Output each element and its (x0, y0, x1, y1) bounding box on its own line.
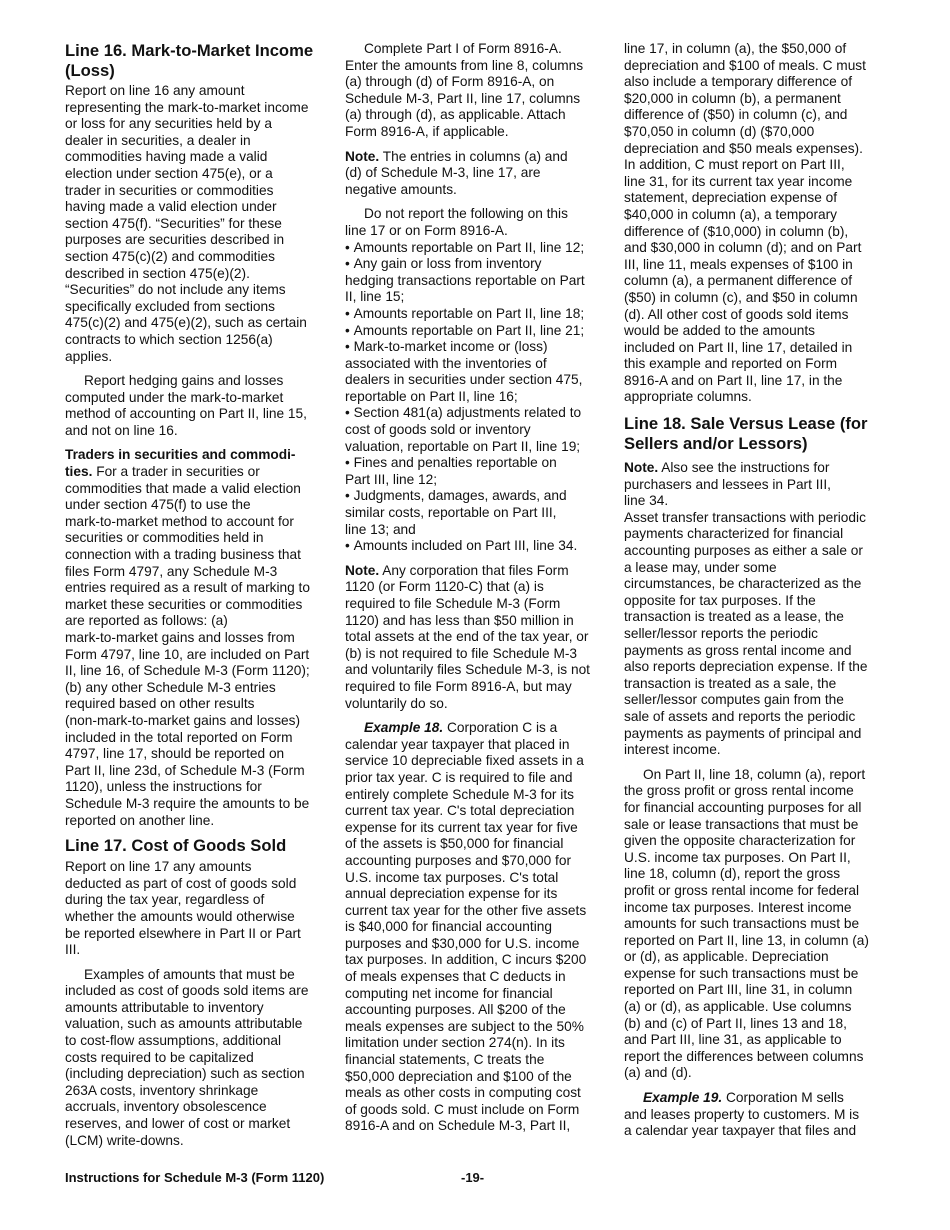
paragraph: Examples of amounts that must be included as cost of goods sold items are amounts attributable to inventory valuation, such as amounts attributable to cost-flow assumptions, additional costs required to be capitalized (including depreciation) such as section 263A costs, inventory shrinkage accruals, inventory obsolescence reserves, and lower of cost or market (LCM) write-downs. (65, 966, 309, 1148)
bullet-item: • Judgments, damages, awards, and similar costs, reportable on Part III, line 13; and (345, 488, 610, 538)
paragraph: Report on line 16 any amount representing the mark-to-market income or loss for any securities held by a dealer in securities, a dealer in commodities having made a valid election under section 475(e), or a trader in securities or commodities having made a valid election under section 475(f). “Securities” for these purposes are securities described in section 475(c)(2) and commodities described in section 475(e)(2). “Securities” do not include any items specifically excluded from sections 475(c)(2) and 475(e)(2), such as certain contracts to which section 1256(a) applies. (65, 83, 309, 364)
paragraph: Asset transfer transactions with periodic payments characterized for financial accounting purposes as either a sale or a lease may, under some circumstances, be characterized as the opposite for tax purposes. If the transaction is treated as a lease, the seller/lessor reports the periodic payments as gross rental income and also reports depreciation expense. If the transaction is treated as a sale, the seller/lessor computes gain from the sale of assets and reports the periodic payments as payments of principal and interest income. (624, 509, 868, 758)
bullet-item: • Amounts included on Part III, line 34. (345, 538, 610, 555)
bullet-item: • Amounts reportable on Part II, line 21; (345, 323, 610, 340)
paragraph: On Part II, line 18, column (a), report the gross profit or gross rental income for financial accounting purposes for all sale or lease transactions that must be given the opposite characterization for U.S. income tax purposes. On Part II, line 18, column (d), report the gross profit or gross rental income for federal income tax purposes. Interest income amounts for such transactions must be reported on Part II, line 13, in column (a) or (d), as applicable. Depreciation expense for such transactions must be reported on Part III, line 31, in column (a) or (d), as applicable. Use columns (b) and (c) of Part II, lines 13 and 18, and Part III, line 31, as applicable to report the differences between columns (a) and (d). (624, 766, 869, 1081)
bullet-item: • Section 481(a) adjustments related to cost of goods sold or inventory valuation, reportable on Part II, line 19; (345, 405, 610, 455)
column-3 (624, 41, 889, 1140)
bullet-item: • Any gain or loss from inventory hedging transactions reportable on Part II, line 15; (345, 256, 610, 306)
note: Note. Also see the instructions for purchasers and lessees in Part III, line 34. (624, 460, 831, 509)
paragraph: Report hedging gains and losses computed under the mark-to-market method of accounting on Part II, line 15, and not on line 16. (65, 373, 307, 438)
column-1 (65, 41, 330, 1149)
bullet-item: • Mark-to-market income or (loss) associated with the inventories of dealers in securities under section 475, reportable on Part II, line 16; (345, 339, 610, 405)
paragraph: Do not report the following on this line 17 or on Form 8916-A. (345, 206, 568, 238)
heading-line-16: Line 16. Mark-to-Market Income (Loss) (65, 41, 314, 80)
bullet-item: • Fines and penalties reportable on Part III, line 12; (345, 455, 610, 488)
paragraph: Report on line 17 any amounts deducted as part of cost of goods sold during the tax year, regardless of whether the amounts would otherwise be reported elsewhere in Part II or Part III. (65, 859, 301, 958)
example-18: Example 18. Corporation C is a calendar year taxpayer that placed in service 10 depreciable fixed assets in a prior tax year. C is required to file and entirely complete Schedule M-3 for its current tax year. C's total depreciation expense for its current tax year for five of the assets is $50,000 for financial accounting purposes and $70,000 for U.S. income tax purposes. C's total annual depreciation expense for its current tax year for the other five assets is $40,000 for financial accounting purposes and $30,000 for U.S. income tax purposes. In addition, C incurs $200 of meals expenses that C deducts in computing net income for financial accounting purposes. All $200 of the meals expenses are subject to the 50% limitation under section 274(n). In its financial statements, C treats the $50,000 depreciation and $100 of the meals as other costs in computing cost of goods sold. C must include on Form 8916-A and on Schedule M-3, Part II, (345, 720, 587, 1134)
paragraph: Complete Part I of Form 8916-A. Enter the amounts from line 8, columns (a) through (d) of Form 8916-A, on Schedule M-3, Part II, line 17, columns (a) through (d), as applicable. Attach Form 8916-A, if applicable. (345, 41, 584, 139)
bullet-list (345, 240, 610, 555)
traders-paragraph: Traders in securities and commodi- ties. For a trader in securities or commodities that made a valid election under section 475(f) to use the mark-to-market method to account for securities or commodities held in connection with a trading business that files Form 4797, any Schedule M-3 entries required as a result of marking to market these securities or commodities are reported as follows: (a) mark-to-market gains and losses from Form 4797, line 10, are included on Part II, line 16, of Schedule M-3 (Form 1120); (b) any other Schedule M-3 entries required based on other results (non-mark-to-market gains and losses) included in the total reported on Form 4797, line 17, should be reported on Part II, line 23d, of Schedule M-3 (Form 1120), unless the instructions for Schedule M-3 require the amounts to be reported on another line. (65, 447, 310, 828)
column-2 (345, 41, 610, 1135)
example-19: Example 19. Corporation M sells and leases property to customers. M is a calendar year taxpayer that files and (624, 1090, 860, 1139)
note: Note. The entries in columns (a) and (d) of Schedule M-3, line 17, are negative amounts. (345, 148, 568, 197)
footer-title: Instructions for Schedule M-3 (Form 1120) (65, 1170, 325, 1185)
bullet-item: • Amounts reportable on Part II, line 12; (345, 240, 610, 257)
note: Note. Any corporation that files Form 1120 (or Form 1120-C) that (a) is required to file Schedule M-3 (Form 1120) and has less than $50 million in total assets at the end of the tax year, or (b) is not required to file Schedule M-3 and voluntarily files Schedule M-3, is not required to file Form 8916-A, but may voluntarily do so. (345, 562, 590, 711)
heading-line-17: Line 17. Cost of Goods Sold (65, 836, 287, 856)
bullet-item: • Amounts reportable on Part II, line 18; (345, 306, 610, 323)
heading-line-18: Line 18. Sale Versus Lease (for Sellers and/or Lessors) (624, 414, 868, 454)
paragraph: line 17, in column (a), the $50,000 of depreciation and $100 of meals. C must also include a temporary difference of $20,000 in column (b), a permanent difference of ($50) in column (c), and $70,050 in column (d) ($70,000 depreciation and $50 meals expenses). In addition, C must report on Part III, line 31, for its current tax year income statement, depreciation expense of $40,000 in column (a), a temporary difference of ($10,000) in column (b), and $30,000 in column (d); and on Part III, line 11, meals expenses of $100 in column (a), a permanent difference of ($50) in column (c), and $50 in column (d). All other cost of goods sold items would be added to the amounts included on Part II, line 17, detailed in this example and reported on Form 8916-A and on Part II, line 17, in the appropriate columns. (624, 41, 866, 405)
page-number: -19- (461, 1170, 485, 1185)
